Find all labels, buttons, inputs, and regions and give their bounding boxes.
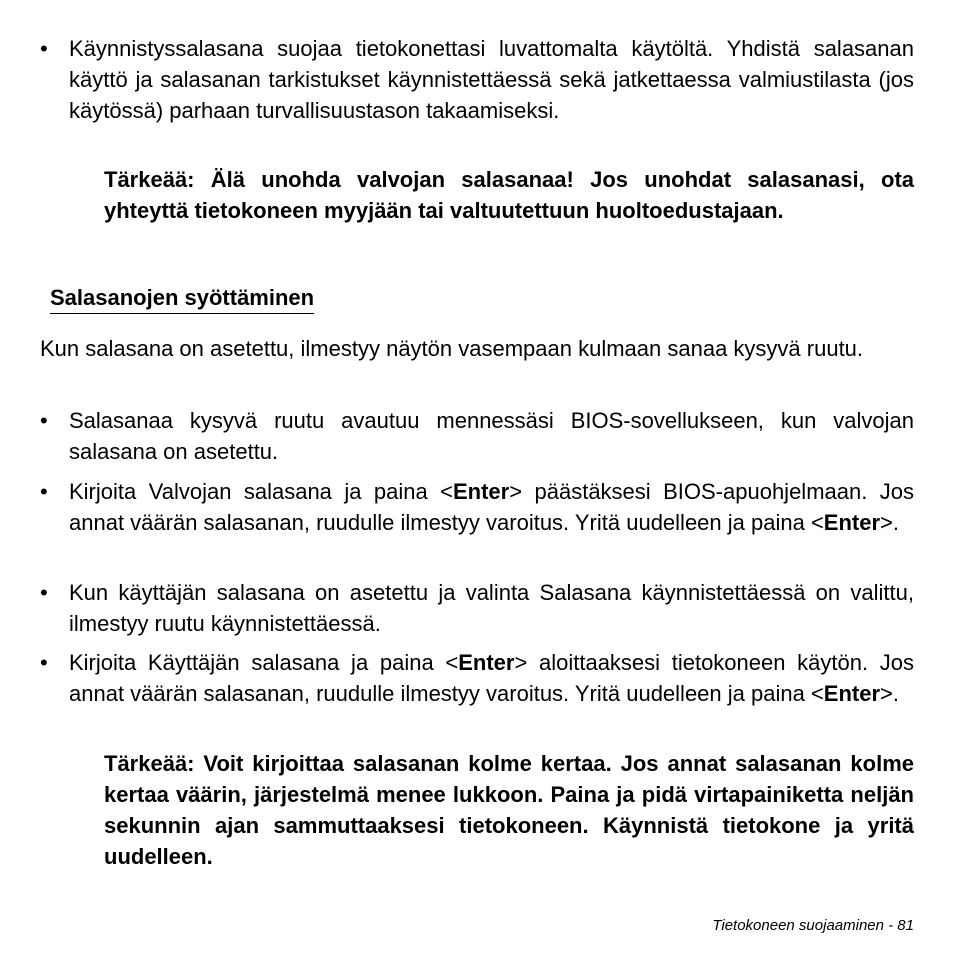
list-item	[40, 577, 914, 639]
page-footer: Tietokoneen suojaaminen - 81	[712, 917, 914, 934]
list-item	[40, 405, 914, 467]
text-run: >.	[880, 681, 900, 706]
text-run: > aloittaaksesi tietokoneen käytön. Jos annat väärän salasanan, ruudulle ilmestyy varoitus. Yritä uudelleen ja paina <	[69, 650, 914, 706]
list-item	[40, 33, 914, 126]
key-name: Enter	[452, 479, 510, 504]
bullet-marker: •	[40, 479, 48, 504]
key-name: Enter	[458, 650, 515, 675]
bullet-marker: •	[40, 650, 48, 675]
list-item-text: Kun käyttäjän salasana on asetettu ja valinta Salasana käynnistettäessä on valittu, ilmestyy ruutu käynnistettäessä.	[69, 580, 914, 636]
key-name: Enter	[823, 681, 881, 706]
text-run: > päästäksesi BIOS-apuohjelmaan. Jos annat väärän salasanan, ruudulle ilmestyy varoitus. Yritä uudelleen ja paina <	[69, 479, 914, 535]
bullet-marker: •	[40, 36, 48, 61]
list-item	[40, 476, 914, 538]
bullet-marker: •	[40, 580, 48, 605]
list-item-text	[69, 647, 914, 709]
list-item-text: Käynnistyssalasana suojaa tietokonettasi luvattomalta käytöltä. Yhdistä salasanan käyttö ja salasanan tarkistukset käynnistettäessä sekä jatkettaessa valmiustilasta (jos käytössä) parhaan turvallisuustason takaamiseksi.	[69, 36, 914, 123]
list-item	[40, 647, 914, 709]
important-note: Tärkeää: Älä unohda valvojan salasanaa! Jos unohdat salasanasi, ota yhteyttä tietokoneen myyjään tai valtuutettuun huoltoedustajaan.	[104, 167, 914, 223]
text-run: Kirjoita Valvojan salasana ja paina <	[69, 479, 453, 504]
text-run: Kirjoita Käyttäjän salasana ja paina <	[69, 650, 459, 675]
section-heading: Salasanojen syöttäminen	[50, 282, 314, 314]
key-name: Enter	[823, 510, 881, 535]
text-run: >.	[880, 510, 900, 535]
important-note: Tärkeää: Voit kirjoittaa salasanan kolme kertaa. Jos annat salasanan kolme kertaa väärin, järjestelmä menee lukkoon. Paina ja pidä virtapainiketta neljän sekunnin ajan sammuttaaksesi tietokoneen. Käynnistä tietokone ja yritä uudelleen.	[104, 751, 914, 869]
list-item-text: Salasanaa kysyvä ruutu avautuu mennessäsi BIOS-sovellukseen, kun valvojan salasana on asetettu.	[69, 408, 914, 464]
intro-paragraph: Kun salasana on asetettu, ilmestyy näytön vasempaan kulmaan sanaa kysyvä ruutu.	[40, 336, 864, 361]
list-item-text	[69, 476, 914, 538]
bullet-marker: •	[40, 408, 48, 433]
